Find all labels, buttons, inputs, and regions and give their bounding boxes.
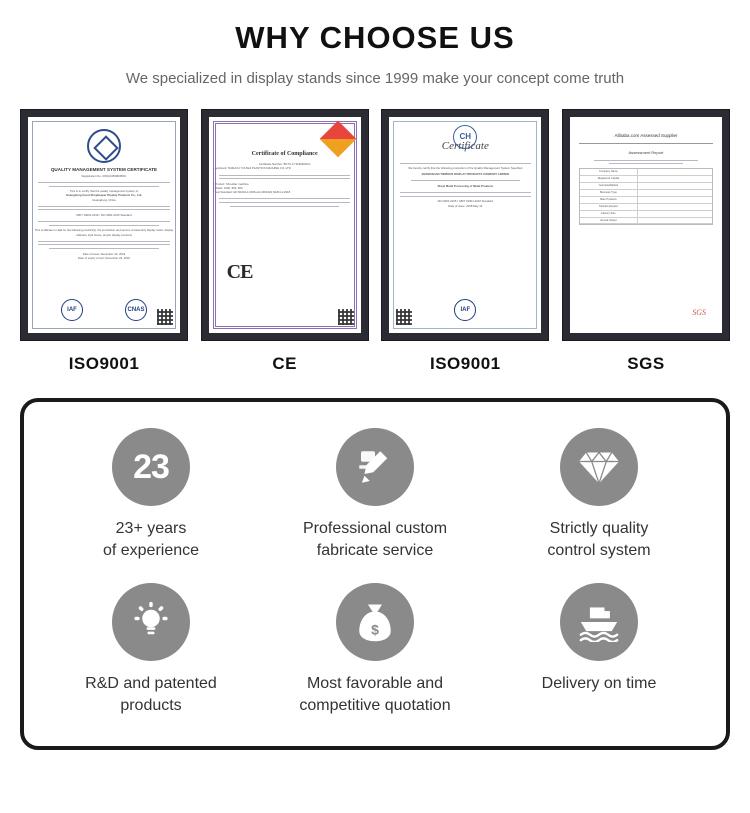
cnas-badge-icon: CNAS bbox=[125, 299, 147, 321]
certificate-heading: QUALITY MANAGEMENT SYSTEM CERTIFICATE bbox=[50, 167, 158, 172]
feature-item-custom-fabricate bbox=[266, 428, 484, 561]
money-bag-icon bbox=[336, 583, 414, 661]
page-subtitle: We specialized in display stands since 1999 make your concept come truth bbox=[125, 70, 625, 87]
certificate-frame bbox=[562, 109, 730, 341]
certificate-frame bbox=[201, 109, 369, 341]
table-row: Business Type bbox=[580, 190, 712, 197]
feature-line-2: products bbox=[120, 696, 182, 714]
table-row: Registered Capital bbox=[580, 176, 712, 183]
certificate-image-ce bbox=[209, 117, 361, 333]
certificate-image-iso9001-1 bbox=[28, 117, 180, 333]
feature-text bbox=[42, 673, 260, 716]
feature-text bbox=[490, 518, 708, 561]
feature-item-quality-control bbox=[490, 428, 708, 561]
certificates-gallery bbox=[0, 109, 750, 374]
certificate-logo-icon bbox=[87, 129, 121, 163]
feature-line-2: control system bbox=[547, 541, 651, 559]
ce-mark-icon: CE bbox=[226, 261, 253, 283]
certificate-label: ISO9001 bbox=[430, 354, 501, 373]
certificate-report-title: Assessment Report bbox=[628, 149, 664, 155]
feature-line-2: competitive quotation bbox=[299, 696, 451, 714]
table-row: Total Employees bbox=[580, 204, 712, 211]
feature-line-1: Most favorable and bbox=[306, 675, 444, 693]
feature-item-pricing bbox=[266, 583, 484, 716]
certificate-company: ZHONGSHAN TIEMIJUN DISPLAY PRODUCTS COMPANY LIMITED bbox=[421, 172, 510, 177]
feature-item-rnd-patents bbox=[42, 583, 260, 716]
certificate-product: Product: Shredder machine bbox=[214, 181, 249, 186]
feature-text bbox=[490, 673, 708, 695]
certificate-label: ISO9001 bbox=[68, 354, 140, 373]
years-number: 23 bbox=[133, 447, 169, 486]
certificate-issue-date: Date of issue: 2018 May 12 bbox=[448, 203, 483, 208]
certificate-scope: Sheet Metal Processing of Metal Products bbox=[437, 184, 494, 189]
certificate-heading: Alibaba.com Assessed Supplier bbox=[579, 133, 713, 144]
qr-code-icon bbox=[396, 309, 412, 325]
feature-item-years bbox=[42, 428, 260, 561]
certificate-heading: Certificate of Compliance bbox=[251, 151, 318, 158]
diamond-icon bbox=[560, 428, 638, 506]
table-row: Factory Size bbox=[580, 211, 712, 218]
certificate-image-sgs bbox=[570, 117, 722, 333]
table-row: Year Established bbox=[580, 183, 712, 190]
certificate-standard: Test Standard: EN 60204-1:2006+A1:2009 EN 60204-1:2018 bbox=[214, 190, 291, 195]
feature-line-1: Professional custom bbox=[302, 520, 448, 537]
certificate-label: CE bbox=[272, 354, 297, 373]
assessment-table bbox=[579, 168, 713, 225]
certificate-scope: This certificate is valid for the following product(s): the production and service of assembly display racks, display cabinets, light boxes, acrylic display products bbox=[34, 228, 174, 237]
feature-text bbox=[266, 518, 484, 561]
lightbulb-icon bbox=[112, 583, 190, 661]
page-header bbox=[0, 0, 750, 87]
certificate-item[interactable] bbox=[381, 109, 549, 374]
features-row bbox=[42, 583, 708, 716]
certificate-image-iso9001-2 bbox=[389, 117, 541, 333]
certificate-issue-date: Date of issue: December 24, 2019 bbox=[82, 251, 126, 256]
table-row: Company Name bbox=[580, 169, 712, 176]
table-row: Annual Output bbox=[580, 218, 712, 225]
certificate-model: Model: 1000, 800, 600 bbox=[214, 185, 243, 190]
feature-item-delivery bbox=[490, 583, 708, 716]
certificate-applicant: Applicant: TAIZHOU YOUSHI PLASTICS MACHINE CO.,LTD bbox=[214, 166, 291, 171]
table-row: Main Products bbox=[580, 197, 712, 204]
feature-line-2: fabricate service bbox=[316, 541, 434, 559]
certificate-standard: GB/T 19001-2016 / ISO 9001:2015 Standard bbox=[76, 213, 132, 218]
certificate-body: This is to certify that the quality management system of bbox=[69, 189, 139, 194]
pencil-ruler-icon bbox=[336, 428, 414, 506]
certificate-frame bbox=[381, 109, 549, 341]
iaf-badge-icon: IAF bbox=[454, 299, 476, 321]
feature-line-1: Strictly quality bbox=[549, 520, 649, 537]
feature-text bbox=[42, 518, 260, 561]
certificate-heading: Certificate bbox=[441, 140, 489, 152]
feature-line-1: R&D and patented bbox=[85, 675, 217, 693]
features-panel bbox=[20, 398, 730, 750]
qr-code-icon bbox=[338, 309, 354, 325]
certificate-reg-no: Registration No. 03SQ1450M0350C bbox=[81, 173, 127, 178]
certificate-item[interactable] bbox=[201, 109, 369, 374]
certificate-frame bbox=[20, 109, 188, 341]
certificate-address: Guangdong, China bbox=[92, 197, 116, 202]
feature-text bbox=[266, 673, 484, 716]
page-title: WHY CHOOSE US bbox=[235, 20, 515, 55]
certificate-item[interactable] bbox=[20, 109, 188, 374]
iaf-badge-icon: IAF bbox=[61, 299, 83, 321]
ship-icon bbox=[560, 583, 638, 661]
feature-line-2: of experience bbox=[102, 541, 200, 559]
number-badge-icon bbox=[112, 428, 190, 506]
features-row bbox=[42, 428, 708, 561]
certificate-expiry-date: Date of expiry of cert: December 23, 2022 bbox=[78, 255, 130, 260]
certificate-label: SGS bbox=[627, 354, 665, 373]
feature-line-1: 23+ years bbox=[115, 520, 187, 537]
qr-code-icon bbox=[157, 309, 173, 325]
svg-text:$: $ bbox=[371, 621, 379, 638]
certificate-seal-icon: CH bbox=[453, 125, 477, 149]
certificate-item[interactable] bbox=[562, 109, 730, 374]
signature-stamp-icon: SGS bbox=[692, 308, 706, 317]
certificate-number: Certificate Number: BCTC-FY1190603GC bbox=[258, 162, 311, 167]
certificate-body: We hereby certify that the following production of the Quality Management System Specified bbox=[408, 166, 523, 171]
feature-line-1: Delivery on time bbox=[541, 675, 657, 693]
certificate-standard: ISO 9001:2015 / GB/T 19001-2016 Standard bbox=[437, 199, 494, 204]
certificate-company: Guangdong Good Shopkeeper Display Products Co., Ltd. bbox=[65, 193, 143, 198]
